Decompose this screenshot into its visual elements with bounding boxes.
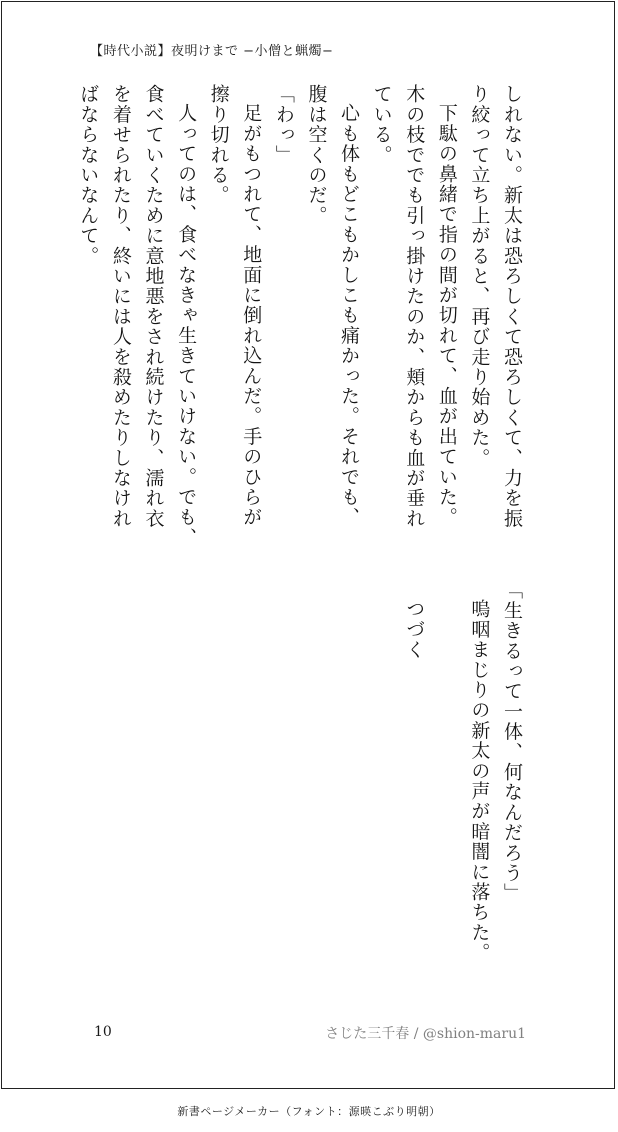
text-line: 「わっ」 (272, 84, 295, 165)
author-credit: さじた三千春 / @shion-maru1 (325, 1026, 526, 1042)
text-line: 下駄の鼻緒で指の間が切れて、血が出ていた。 (435, 103, 458, 528)
running-header-title: 【時代小説】夜明けまで −小僧と蝋燭− (90, 44, 334, 59)
text-line: 食べていくために意地悪をされ続けたり、濡れ衣 (142, 84, 165, 529)
text-line: 腹は空くのだ。 (305, 84, 328, 226)
narration-line: 嗚咽まじりの新太の声が暗闇に落ちた。 (468, 599, 491, 963)
to-be-continued-label: つづく (403, 599, 426, 660)
text-line: 足がもつれて、地面に倒れ込んだ。手のひらが (240, 103, 263, 528)
dialogue-line: 「生きるって一体、何なんだろう」 (501, 580, 523, 904)
text-line: 人ってのは、食べなきゃ生きていけない。でも、 (175, 103, 198, 548)
maker-caption: 新書ページメーカー（フォント：源暎こぶり明朝） (177, 1105, 441, 1118)
page-number: 10 (94, 1024, 112, 1040)
page-frame (1, 1, 615, 1089)
lower-body-text (398, 580, 528, 963)
text-line: 心も体もどこもかしこも痛かった。それでも、 (338, 103, 361, 528)
text-line: 木の枝ででも引っ掛けたのか、頬からも血が垂れ (403, 84, 426, 529)
line-gap (430, 580, 463, 963)
text-line: ばならないなんて。 (77, 84, 100, 266)
text-line: り絞って立ち上がると、再び走り始めた。 (468, 84, 491, 468)
text-line: ている。 (370, 84, 393, 165)
text-line: を着せられたり、終いには人を殺めたりしなけれ (109, 84, 132, 529)
text-line: 擦り切れる。 (207, 84, 230, 206)
text-line: しれない。新太は恐ろしくて恐ろしくて、力を振 (501, 84, 523, 529)
